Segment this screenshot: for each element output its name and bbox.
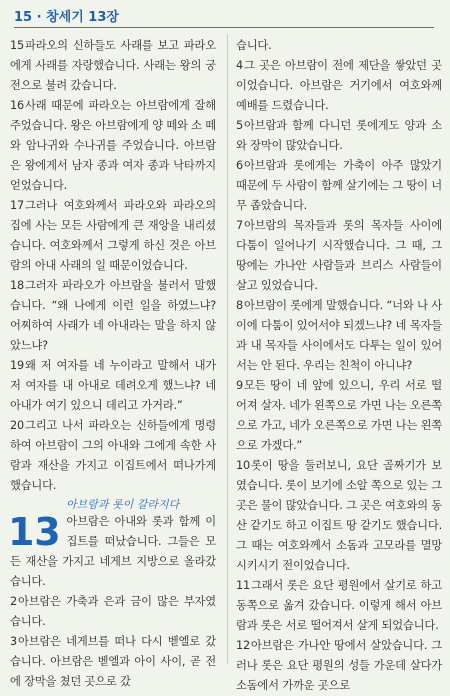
verse-number: 11 <box>236 579 250 592</box>
verse-16 <box>10 96 216 196</box>
verse-number: 10 <box>236 459 250 472</box>
column-divider <box>227 34 228 664</box>
left-column <box>10 36 216 692</box>
verse-number: 16 <box>10 99 24 112</box>
verse-number: 3 <box>10 635 17 648</box>
verse-20 <box>10 416 216 496</box>
verse-number: 4 <box>236 59 243 72</box>
verse-continuation: 습니다. <box>236 39 272 52</box>
page-header-title: 15 · 창세기 13장 <box>14 10 119 25</box>
verse-number: 9 <box>236 379 243 392</box>
verse-19 <box>10 356 216 416</box>
verse-text: 아브람과 롯에게는 가축이 아주 많았기 때문에 두 사람이 함께 살기에는 그 땅이 너무 좁았습니다. <box>236 159 442 212</box>
verse-text: 아브람은 가축과 은과 금이 많은 부자였습니다. <box>10 595 216 628</box>
verse-number: 15 <box>10 39 24 52</box>
verse-number: 20 <box>10 419 24 432</box>
verse-4 <box>236 56 442 116</box>
verse-10 <box>236 456 442 576</box>
verse-8 <box>236 296 442 376</box>
verse-number: 2 <box>10 595 17 608</box>
verse-number: 17 <box>10 199 24 212</box>
verse-6 <box>236 156 442 216</box>
verse-18 <box>10 276 216 356</box>
verse-text: 그래서 롯은 요단 평원에서 살기로 하고 동쪽으로 옮겨 갔습니다. 이렇게 해서 아브람과 롯은 서로 떨어져서 살게 되었습니다. <box>236 579 442 632</box>
verse-text: 그 곳은 아브람이 전에 제단을 쌓았던 곳이었습니다. 아브람은 거기에서 여호와께 예배를 드렸습니다. <box>236 59 442 112</box>
verse-text: 아브람의 목자들과 롯의 목자들 사이에 다툼이 일어나기 시작했습니다. 그 때, 그 땅에는 가나안 사람들과 브리스 사람들이 살고 있었습니다. <box>236 219 442 292</box>
verse-number: 8 <box>236 299 243 312</box>
verse-text: 모든 땅이 네 앞에 있으니, 우리 서로 떨어져 살자. 네가 왼쪽으로 가면 나는 오른쪽으로 가고, 네가 오른쪽으로 가면 나는 왼쪽으로 가겠다.” <box>236 379 442 452</box>
verse-17 <box>10 196 216 276</box>
verse-text: 그리고 나서 파라오는 신하들에게 명령하여 아브람이 그의 아내와 그에게 속한 사람과 재산을 가지고 이집트에서 떠나가게 했습니다. <box>10 419 216 492</box>
verse-number: 6 <box>236 159 243 172</box>
header-rule <box>14 27 434 28</box>
verse-number: 12 <box>236 639 250 652</box>
chapter-opening <box>10 512 216 592</box>
verse-9 <box>236 376 442 456</box>
verse-number: 19 <box>10 359 24 372</box>
verse-text: 아브람은 가나안 땅에서 살았습니다. 그러나 롯은 요단 평원의 성들 가운데 살다가 소돔에서 가까운 곳으로 <box>236 639 442 692</box>
verse-text: 롯이 땅을 둘러보니, 요단 골짜기가 보였습니다. 롯이 보기에 소알 쪽으로 있는 그 곳은 물이 많았습니다. 그 곳은 여호와의 동산 같기도 하고 이집트 땅 같기도 했습니다. 그 때는 여호와께서 소돔과 고모라를 멸망시키시기 전이었습니다. <box>236 459 442 572</box>
verse-text: 아브람과 함께 다니던 롯에게도 양과 소와 장막이 많았습니다. <box>236 119 442 152</box>
verse-12 <box>236 636 442 696</box>
chapter-number: 13 <box>8 510 61 554</box>
verse-3 <box>10 632 216 692</box>
verse-11 <box>236 576 442 636</box>
verse-text: 그러나 여호와께서 파라오와 파라오의 집에 사는 모든 사람에게 큰 재앙을 내리셨습니다. 여호와께서 그렇게 하신 것은 아브람의 아내 사래의 일 때문이었습니다. <box>10 199 216 272</box>
verse-text: 그러자 파라오가 아브람을 불러서 말했습니다. “왜 나에게 이런 일을 하였느냐? 어찌하여 사래가 네 아내라는 말을 하지 않았느냐? <box>10 279 216 352</box>
verse-2 <box>10 592 216 632</box>
verse-text: 사래 때문에 파라오는 아브람에게 잘해 주었습니다. 왕은 아브람에게 양 떼와 소 떼와 암나귀와 수나귀를 주었습니다. 아브람은 왕에게서 남자 종과 여자 종과 낙타까지 얻었습니다. <box>10 99 216 192</box>
verse-text: 아브람은 아내와 롯과 함께 이집트를 떠났습니다. 그들은 모든 재산을 가지고 네게브 지방으로 올라갔습니다. <box>10 515 216 588</box>
verse-number: 18 <box>10 279 24 292</box>
verse-7 <box>236 216 442 296</box>
verse-15 <box>10 36 216 96</box>
verse-text: 파라오의 신하들도 사래를 보고 파라오에게 사래를 자랑했습니다. 사래는 왕의 궁전으로 불려 갔습니다. <box>10 39 216 92</box>
verse-text: 아브람이 롯에게 말했습니다. “너와 나 사이에 다툼이 있어서야 되겠느냐? 네 목자들과 내 목자들 사이에서도 다투는 일이 있어서는 안 된다. 우리는 친척이 아니냐? <box>236 299 442 372</box>
verse-number: 7 <box>236 219 243 232</box>
verse-5 <box>236 116 442 156</box>
verse-text: 왜 저 여자를 네 누이라고 말해서 내가 저 여자를 내 아내로 데려오게 했느냐? 네 아내가 여기 있으니 데리고 가거라.” <box>10 359 216 412</box>
page-header <box>0 0 450 28</box>
right-column <box>236 36 442 696</box>
verse-number: 5 <box>236 119 243 132</box>
section-heading: 아브람과 롯이 갈라지다 <box>66 498 180 511</box>
verse-text: 아브람은 네게브를 떠나 다시 벧엘로 갔습니다. 아브람은 벧엘과 아이 사이, 곧 전에 장막을 쳤던 곳으로 갔 <box>10 635 216 688</box>
